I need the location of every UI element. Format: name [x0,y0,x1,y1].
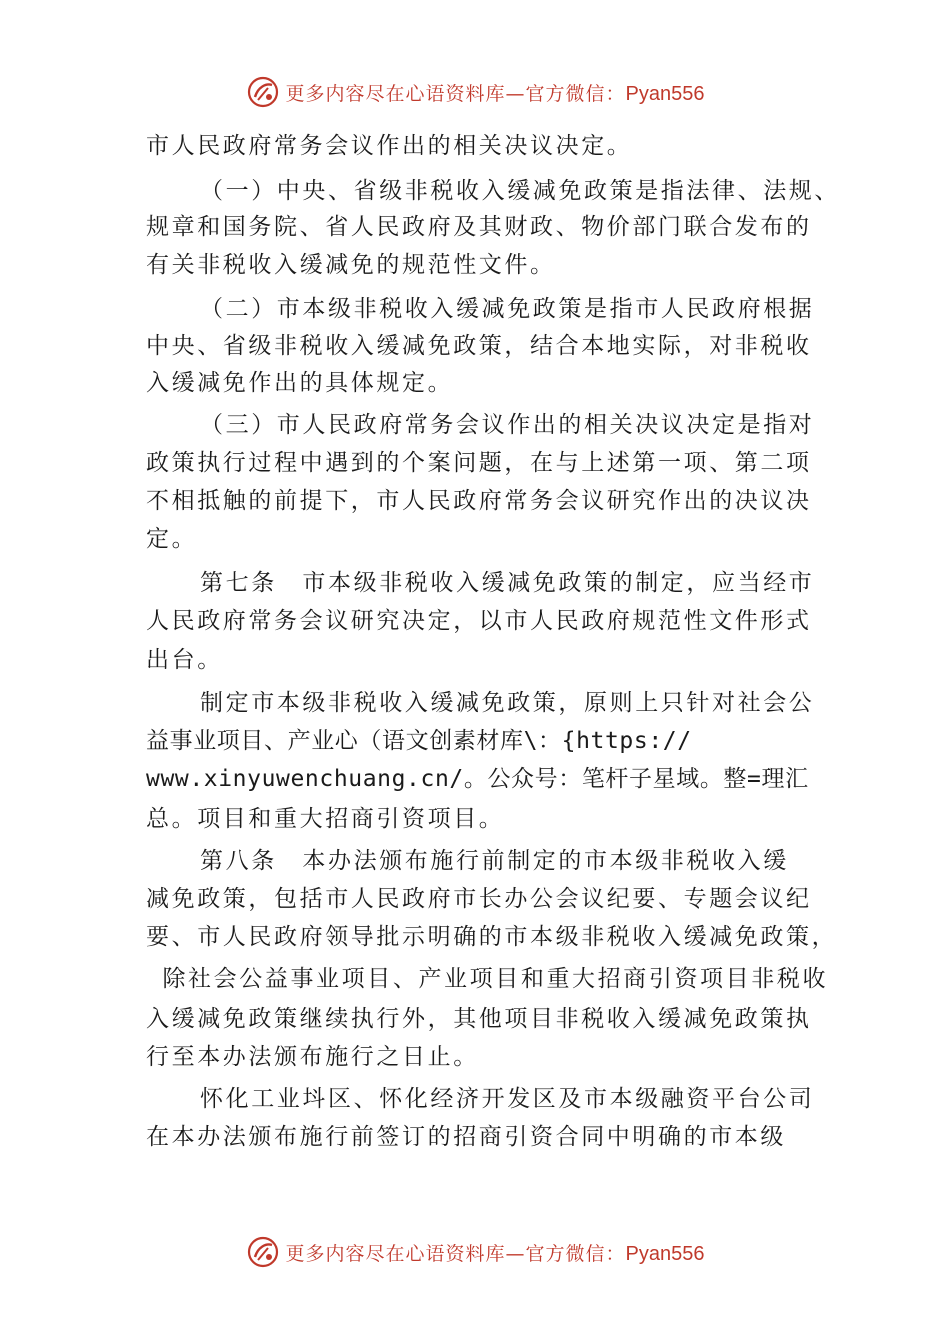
text-line: 定。 [146,526,198,552]
text-line: 怀化工业㘰区、怀化经济开发区及市本级融资平台公司 [200,1086,815,1112]
text-line: 第八条 本办法颁布施行前制定的市本级非税收入缓 [200,848,789,874]
text-line: 规章和国务院、省人民政府及其财政、物价部门联合发布的 [146,214,812,240]
logo-icon [246,1235,280,1269]
text-line: 入缓减免政策继续执行外，其他项目非税收入缓减免政策执 [146,1006,812,1032]
text-line: 第七条 市本级非税收入缓减免政策的制定，应当经市 [200,570,815,596]
header-banner-text: 更多内容尽在心语资料库—官方微信：Pyan556 [285,82,705,105]
header-banner [0,72,950,112]
footer-banner [0,1232,950,1272]
text-line: （一）中央、省级非税收入缓减免政策是指法律、法规、 [200,178,840,204]
text-line: 在本办法颁布施行前签订的招商引资合同中明确的市本级 [146,1124,786,1150]
text-line: 出台。 [146,647,223,673]
text-line: 不相抵触的前提下，市人民政府常务会议研究作出的决议决 [146,488,812,514]
text-line: （二）市本级非税收入缓减免政策是指市人民政府根据 [200,296,815,322]
text-line: 行至本办法颁布施行之日止。 [146,1044,479,1070]
text-line: 要、市人民政府领导批示明确的市本级非税收入缓减免政策， [146,924,838,950]
text-line: 中央、省级非税收入缓减免政策，结合本地实际，对非税收 [146,333,812,359]
text-line: 政策执行过程中遇到的个案问题，在与上述第一项、第二项 [146,450,812,476]
text-line: 入缓减免作出的具体规定。 [146,370,454,396]
text-line: 制定市本级非税收入缓减免政策，原则上只针对社会公 [200,690,815,716]
header-wechat-id: Pyan556 [625,82,705,105]
footer-banner-text: 更多内容尽在心语资料库—官方微信：Pyan556 [285,1242,705,1265]
text-line: 除社会公益事业项目、产业项目和重大招商引资项目非税收 [146,966,829,992]
text-line: （三）市人民政府常务会议作出的相关决议决定是指对 [200,412,815,438]
text-line: 减免政策，包括市人民政府市长办公会议纪要、专题会议纪 [146,886,812,912]
text-line: 益事业项目、产业心（语文创素材库\：{https:// [146,728,692,754]
text-line: 有关非税收入缓减免的规范性文件。 [146,252,556,278]
text-line: 总。项目和重大招商引资项目。 [146,806,505,832]
logo-icon [246,75,280,109]
text-line: www.xinyuwenchuang.cn/。公众号：笔杆子星域。整=理汇 [146,766,809,792]
text-line: 人民政府常务会议研究决定，以市人民政府规范性文件形式 [146,608,812,634]
footer-wechat-id: Pyan556 [625,1242,705,1265]
text-line: 市人民政府常务会议作出的相关决议决定。 [146,133,633,159]
